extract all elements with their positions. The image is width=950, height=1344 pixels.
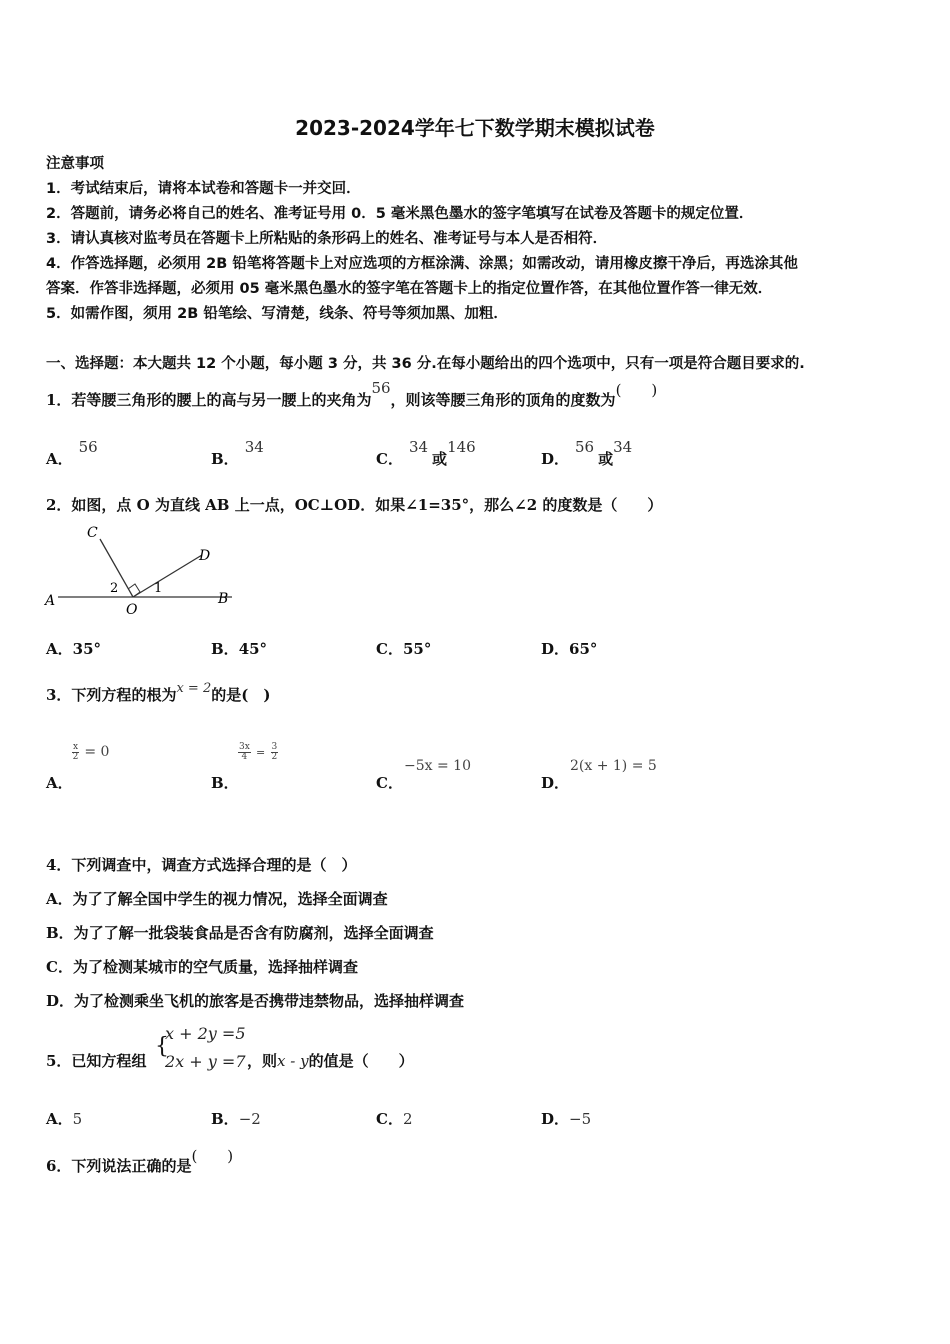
q3-option-d-math: 2(x + 1) = 5 [570, 758, 657, 774]
fraction [72, 743, 79, 762]
notice-item: 2．答题前，请务必将自己的姓名、准考证号用 0．5 毫米黑色墨水的签字笔填写在试卷及答题卡的规定位置． [46, 206, 754, 222]
notice-heading: 注意事项 [46, 156, 104, 172]
q2-option-a [46, 638, 101, 659]
q6-paren: ( ) [191, 1147, 234, 1165]
q1-option-a [46, 438, 98, 469]
q5-eq1: x + 2y =5 [165, 1024, 246, 1043]
label-a: A [45, 593, 56, 609]
option-value: −5 [569, 1110, 592, 1128]
option-label: D． [541, 1110, 570, 1128]
q4-option-c: C．为了检测某城市的空气质量，选择抽样调查 [46, 958, 358, 976]
label-b: B [218, 591, 229, 607]
label-angle-2: 2 [110, 581, 119, 596]
option-label: A． [46, 640, 73, 658]
q5-stem-text-2: 的值是（ ） [308, 1052, 414, 1070]
q3-option-a-math [72, 742, 109, 762]
option-value: 65° [569, 640, 598, 658]
q2-option-c [376, 638, 431, 659]
q3-option-d [541, 772, 569, 793]
fraction [271, 743, 279, 762]
notice-item: 5．如需作图，须用 2B 铅笔绘、写清楚，线条、符号等须加黑、加粗． [46, 306, 508, 322]
exam-title: 2023-2024学年七下数学期末模拟试卷 [295, 116, 655, 140]
option-label: B． [211, 450, 239, 468]
question-3-stem [46, 681, 271, 705]
q5-expr: x - y [277, 1052, 309, 1070]
notice-item: 答案．作答非选择题，必须用 05 毫米黑色墨水的签字笔在答题卡上的指定位置作答，在其他位置作答一律无效． [46, 281, 773, 297]
label-angle-1: 1 [154, 581, 163, 596]
option-value: 55° [402, 640, 432, 658]
q3-option-b [211, 772, 239, 793]
option-value: 5 [72, 1110, 83, 1128]
numerator: x [73, 741, 79, 752]
fraction [238, 743, 251, 762]
option-value: 56 [78, 438, 98, 456]
option-or: 或 [432, 450, 448, 468]
q3-root: x = 2 [176, 681, 212, 696]
option-value: −2 [238, 1110, 261, 1128]
denominator: 4 [241, 751, 248, 762]
option-label: B． [211, 774, 239, 792]
q3-option-b-math [238, 742, 278, 762]
brace-symbol: { [155, 1034, 169, 1059]
equals-sign: = [256, 746, 266, 759]
q3-stem-text: 3．下列方程的根为 [46, 686, 177, 704]
option-label: B． [211, 640, 239, 658]
q3-stem-text-2: 的是( ) [211, 686, 271, 704]
question-5-stem-a: 5．已知方程组 [46, 1052, 147, 1070]
option-label: C． [376, 450, 403, 468]
q2-option-b [211, 638, 267, 659]
q1-stem-text-2: ，则该等腰三角形的顶角的度数为 [390, 391, 616, 409]
q5-eq2: 2x + y =7 [165, 1052, 246, 1071]
q5-stem-text: ，则 [247, 1052, 278, 1070]
question-1-stem [46, 379, 658, 410]
option-value: 34 [244, 438, 264, 456]
notice-item: 3．请认真核对监考员在答题卡上所粘贴的条形码上的姓名、准考证号与本人是否相符． [46, 231, 608, 247]
q1-option-b [211, 438, 264, 469]
q2-option-d [541, 638, 597, 659]
question-6-stem [46, 1147, 234, 1176]
label-c: C [87, 525, 98, 541]
option-value: 56 [575, 438, 595, 456]
numerator: 3x [239, 741, 250, 752]
option-value: 146 [447, 438, 476, 456]
question-4-stem: 4．下列调查中，调查方式选择合理的是（ ） [46, 856, 357, 874]
option-value: 2 [402, 1110, 413, 1128]
option-label: C． [376, 1110, 403, 1128]
ray-od [133, 555, 202, 597]
notice-item: 4．作答选择题，必须用 2B 铅笔将答题卡上对应选项的方框涂满、涂黑；如需改动，请用橡皮擦干净后，再选涂其他 [46, 256, 798, 272]
q3-option-a [46, 772, 73, 793]
option-value: 45° [238, 640, 268, 658]
option-label: D． [541, 774, 570, 792]
q5-option-c [376, 1108, 413, 1129]
option-value: 35° [72, 640, 102, 658]
option-label: D． [541, 450, 570, 468]
question-2-stem: 2．如图，点 O 为直线 AB 上一点，OC⊥OD．如果∠1=35°，那么∠2 的度数是（ ） [46, 496, 663, 514]
q4-option-b: B．为了了解一批袋装食品是否含有防腐剂，选择全面调查 [46, 924, 434, 942]
option-label: C． [376, 774, 403, 792]
q1-option-c [376, 438, 476, 469]
option-value: 34 [408, 438, 429, 456]
equation-rest: = 0 [84, 744, 110, 760]
label-d: D [199, 548, 211, 564]
q3-option-c-math: −5x = 10 [404, 758, 471, 774]
q4-option-a: A．为了了解全国中学生的视力情况，选择全面调查 [46, 890, 388, 908]
section-heading: 一、选择题：本大题共 12 个小题，每小题 3 分，共 36 分.在每小题给出的四个选项中，只有一项是符合题目要求的. [46, 356, 805, 372]
option-label: A． [46, 774, 73, 792]
q4-option-d: D．为了检测乘坐飞机的旅客是否携带违禁物品，选择抽样调查 [46, 992, 465, 1010]
q3-option-c [376, 772, 403, 793]
q5-option-a [46, 1108, 82, 1129]
denominator: 2 [72, 751, 79, 762]
option-or: 或 [598, 450, 614, 468]
notice-item: 1．考试结束后，请将本试卷和答题卡一并交回． [46, 181, 361, 197]
question-5-stem-b [247, 1050, 414, 1071]
denominator: 2 [271, 751, 278, 762]
numerator: 3 [271, 741, 278, 752]
q5-option-d [541, 1108, 591, 1129]
label-o: O [126, 602, 138, 618]
q2-figure [40, 522, 240, 622]
option-value: 34 [613, 438, 633, 456]
q1-paren: ( ) [615, 381, 658, 399]
q1-stem-text: 1．若等腰三角形的腰上的高与另一腰上的夹角为 [46, 391, 372, 409]
option-label: D． [541, 640, 570, 658]
q5-option-b [211, 1108, 261, 1129]
q1-option-d [541, 438, 633, 469]
option-label: A． [46, 450, 73, 468]
option-label: C． [376, 640, 403, 658]
option-label: A． [46, 1110, 73, 1128]
option-label: B． [211, 1110, 239, 1128]
q6-stem-text: 6．下列说法正确的是 [46, 1157, 192, 1175]
q1-angle: 56 [371, 379, 391, 397]
